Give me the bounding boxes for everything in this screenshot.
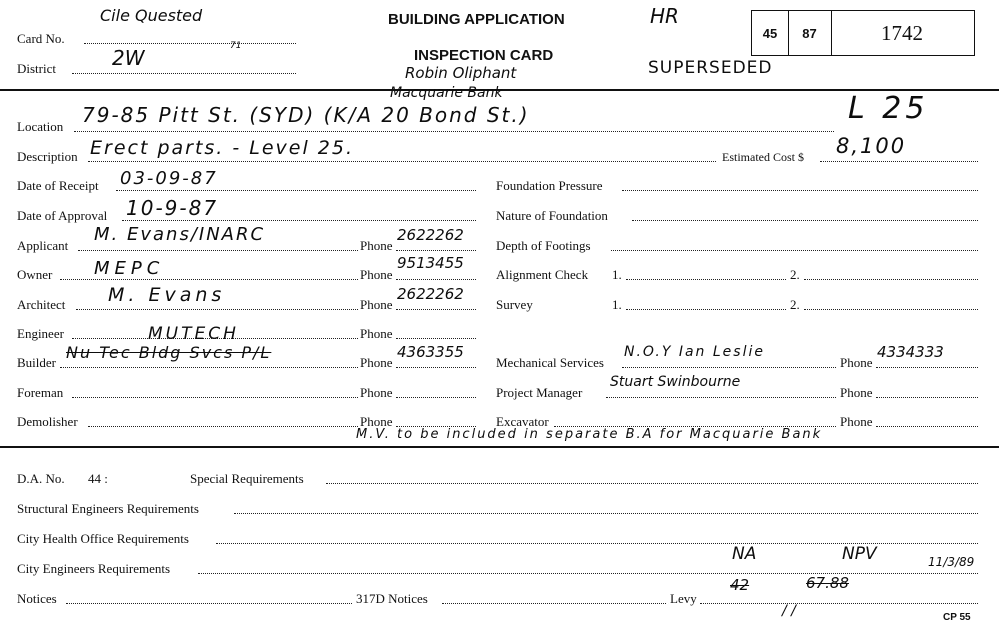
title-line1: BUILDING APPLICATION bbox=[388, 11, 565, 28]
left-field-dots bbox=[122, 220, 476, 221]
right-field-label: Survey bbox=[496, 297, 533, 312]
phone-label: Phone bbox=[360, 385, 393, 400]
engineers-requirements-dots bbox=[198, 573, 978, 574]
middle-rule bbox=[0, 446, 999, 448]
phone-value: 4363355 bbox=[397, 343, 464, 361]
right-field-label: Foundation Pressure bbox=[496, 178, 603, 193]
left-field-value: MEPC bbox=[94, 258, 165, 279]
phone-label: Phone bbox=[360, 355, 393, 370]
levy-dots bbox=[700, 603, 978, 604]
card-number-box bbox=[751, 10, 975, 56]
right-field-dots bbox=[622, 190, 978, 191]
estimated-cost-dots bbox=[820, 161, 978, 162]
phone-label: Phone bbox=[360, 297, 393, 312]
right-field-label: Project Manager bbox=[496, 385, 583, 400]
description-dots bbox=[88, 161, 716, 162]
notices-317d-dots bbox=[442, 603, 666, 604]
right-field-dots bbox=[622, 367, 836, 368]
phone-value: 2622262 bbox=[397, 226, 464, 244]
description-value: Erect parts. - Level 25. bbox=[90, 137, 355, 159]
right-field-dots bbox=[611, 250, 978, 251]
estimated-cost-label: Estimated Cost $ bbox=[722, 150, 804, 164]
phone-value: 4334333 bbox=[877, 343, 944, 361]
levy-struck-2: 67.88 bbox=[806, 574, 849, 592]
phone-label: Phone bbox=[360, 326, 393, 341]
card-number-box-2: 87 bbox=[788, 11, 832, 55]
right-field-dots bbox=[632, 220, 978, 221]
notices-317d-label: 317D Notices bbox=[356, 591, 428, 606]
phone-dots bbox=[396, 367, 476, 368]
phone-value: 9513455 bbox=[397, 254, 464, 272]
phone-dots bbox=[396, 250, 476, 251]
initials: HR bbox=[650, 4, 679, 28]
levy-struck-1: 42 bbox=[730, 576, 750, 594]
levy-label: Levy bbox=[670, 591, 697, 606]
special-requirements-dots bbox=[326, 483, 978, 484]
right-field-label: Depth of Footings bbox=[496, 238, 591, 253]
survey-dots-1 bbox=[626, 309, 786, 310]
survey-number-1: 1. bbox=[612, 297, 622, 312]
card-no-label: Card No. bbox=[17, 31, 65, 46]
check-number-2: 2. bbox=[790, 267, 800, 282]
left-field-label: Builder bbox=[17, 355, 56, 370]
health-requirements-label: City Health Office Requirements bbox=[17, 531, 189, 546]
left-field-label: Engineer bbox=[17, 326, 64, 341]
npv-note: NPV bbox=[842, 544, 877, 564]
phone-label: Phone bbox=[360, 238, 393, 253]
location-level: L 25 bbox=[848, 91, 929, 126]
title-line2: INSPECTION CARD bbox=[414, 47, 554, 64]
left-field-value: 10-9-87 bbox=[126, 196, 219, 220]
da-no-label: D.A. No. bbox=[17, 471, 65, 486]
na-note: NA bbox=[732, 544, 757, 564]
left-field-dots bbox=[72, 397, 358, 398]
signature-note: Robin Oliphant bbox=[405, 64, 517, 82]
card-number-box-3: 1742 bbox=[881, 20, 923, 45]
builder-correction: MUTECH bbox=[148, 324, 239, 344]
left-field-label: Foreman bbox=[17, 385, 64, 400]
phone-dots bbox=[396, 309, 476, 310]
right-field-label: Excavator bbox=[496, 414, 549, 429]
location-annotation: Macquarie Bank bbox=[390, 85, 503, 101]
right-field-label: Mechanical Services bbox=[496, 355, 604, 370]
left-field-dots bbox=[60, 367, 358, 368]
left-field-value: M. Evans bbox=[108, 284, 226, 306]
superseded-stamp: SUPERSEDED bbox=[648, 58, 773, 78]
phone-dots bbox=[876, 367, 978, 368]
engineers-requirements-label: City Engineers Requirements bbox=[17, 561, 171, 576]
estimated-cost-value: 8,100 bbox=[836, 134, 907, 158]
survey-dots-2 bbox=[804, 309, 978, 310]
right-field-label: Alignment Check bbox=[496, 267, 589, 282]
right-field-value: Stuart Swinbourne bbox=[610, 374, 741, 390]
right-field-dots bbox=[606, 397, 836, 398]
da-no-value: 44 : bbox=[88, 471, 108, 486]
phone-label: Phone bbox=[840, 385, 873, 400]
phone-value: 2622262 bbox=[397, 285, 464, 303]
left-field-dots bbox=[60, 279, 358, 280]
phone-dots bbox=[876, 397, 978, 398]
phone-label: Phone bbox=[840, 414, 873, 429]
right-field-label: Nature of Foundation bbox=[496, 208, 608, 223]
levy-marks: / / bbox=[782, 603, 796, 619]
phone-dots bbox=[396, 397, 476, 398]
district-value: 2W bbox=[112, 46, 145, 70]
notices-dots bbox=[66, 603, 352, 604]
left-field-label: Demolisher bbox=[17, 414, 78, 429]
card-number-box-1: 45 bbox=[752, 11, 789, 55]
phone-dots bbox=[396, 279, 476, 280]
location-label: Location bbox=[17, 119, 64, 134]
left-field-dots bbox=[78, 250, 358, 251]
left-field-label: Architect bbox=[17, 297, 66, 312]
location-value: 79-85 Pitt St. (SYD) (K/A 20 Bond St.) bbox=[82, 103, 530, 127]
check-dots-2 bbox=[804, 279, 978, 280]
left-field-value: Nu Tec Bldg Svcs P/L bbox=[66, 343, 272, 362]
left-field-label: Date of Receipt bbox=[17, 178, 99, 193]
date-note: 11/3/89 bbox=[928, 555, 975, 569]
right-field-value: N.O.Y Ian Leslie bbox=[624, 344, 765, 360]
district-note: 71 bbox=[230, 41, 242, 51]
check-number-1: 1. bbox=[612, 267, 622, 282]
form-code: CP 55 bbox=[943, 612, 971, 623]
check-dots-1 bbox=[626, 279, 786, 280]
left-field-dots bbox=[116, 190, 476, 191]
phone-dots bbox=[876, 426, 978, 427]
handwritten-footnote: M.V. to be included in separate B.A for Macquarie Bank bbox=[356, 427, 823, 442]
left-field-dots bbox=[88, 426, 358, 427]
left-field-label: Applicant bbox=[17, 238, 69, 253]
description-label: Description bbox=[17, 149, 78, 164]
notices-label: Notices bbox=[17, 591, 57, 606]
left-field-value: M. Evans/INARC bbox=[94, 224, 266, 245]
card-no-dots bbox=[84, 43, 296, 44]
district-label: District bbox=[17, 61, 56, 76]
special-requirements-label: Special Requirements bbox=[190, 471, 304, 486]
phone-dots bbox=[396, 338, 476, 339]
district-dots bbox=[72, 73, 296, 74]
survey-number-2: 2. bbox=[790, 297, 800, 312]
phone-label: Phone bbox=[360, 267, 393, 282]
card-no-note: Cile Quested bbox=[100, 6, 203, 25]
left-field-value: 03-09-87 bbox=[120, 168, 218, 189]
structural-requirements-label: Structural Engineers Requirements bbox=[17, 501, 199, 516]
left-field-label: Date of Approval bbox=[17, 208, 108, 223]
phone-label: Phone bbox=[360, 414, 393, 429]
location-dots bbox=[74, 131, 834, 132]
phone-label: Phone bbox=[840, 355, 873, 370]
left-field-dots bbox=[76, 309, 358, 310]
left-field-label: Owner bbox=[17, 267, 53, 282]
structural-requirements-dots bbox=[234, 513, 978, 514]
